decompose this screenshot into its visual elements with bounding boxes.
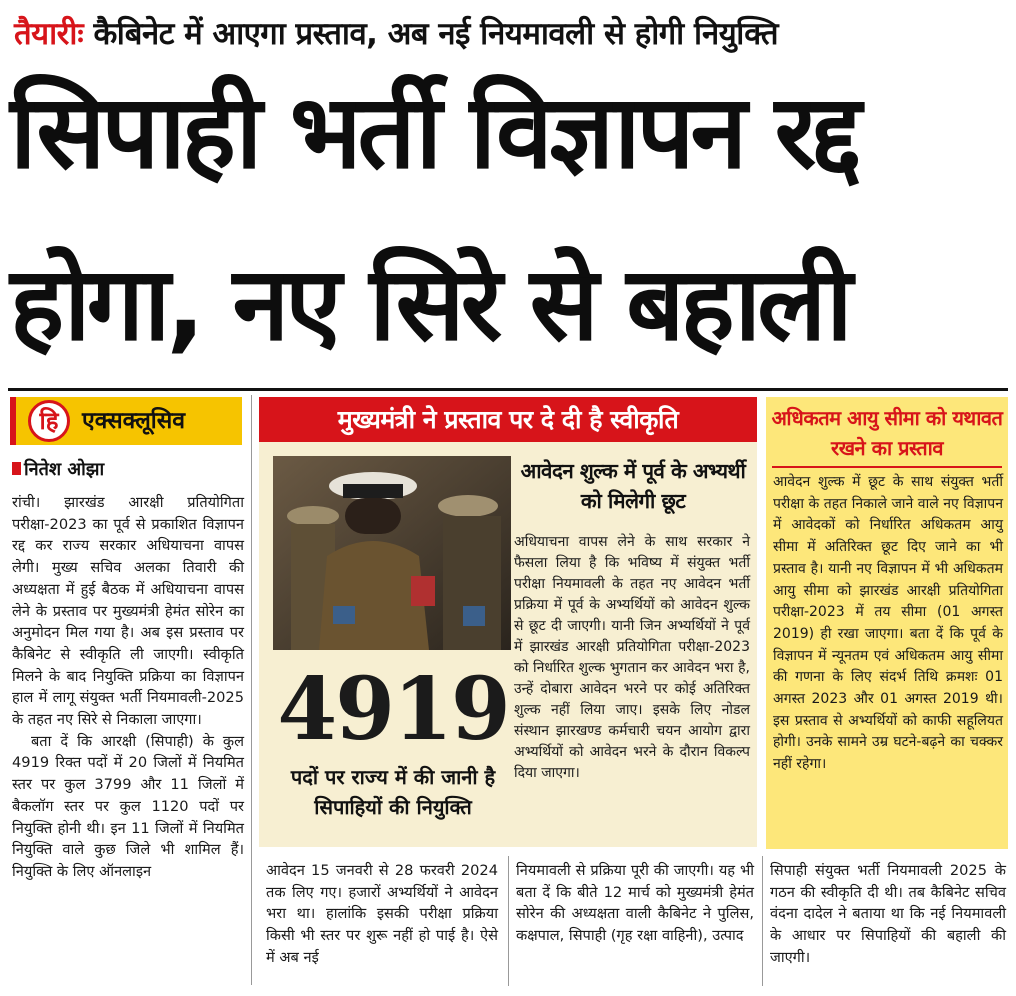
headline-line-1: सिपाही भर्ती विज्ञापन रद्द bbox=[10, 73, 858, 192]
column-divider bbox=[251, 395, 252, 985]
number-caption: पदों पर राज्य में की जानी है सिपाहियों की नियुक्ति bbox=[290, 765, 496, 819]
police-officers-image bbox=[273, 456, 511, 650]
kicker-label: तैयारीः bbox=[14, 16, 84, 52]
sidebar-divider bbox=[772, 466, 1002, 468]
bottom-column-4: सिपाही संयुक्त भर्ती नियमावली 2025 के गठन की स्वीकृति दी थी। तब कैबिनेट सचिव वंदना दादेल ने बताया था कि नई नियमावली के आधार पर सिपाहियों की बहाली की जाएगी। bbox=[770, 862, 1006, 966]
kicker-line bbox=[14, 14, 1004, 54]
byline bbox=[12, 458, 104, 482]
left-column bbox=[12, 492, 244, 883]
column-divider bbox=[762, 856, 763, 986]
sidebar-body: आवेदन शुल्क में छूट के साथ संयुक्त भर्ती परीक्षा के तहत निकाले जाने वाले नए विज्ञापन में आवेदकों को निर्धारित अधिकतम आयु सीमा में अतिरिक्त छूट दिए जाने का भी प्रस्ताव है। यानी नए विज्ञापन में भी अधिकतम आयु सीमा को झारखंड आरक्षी प्रतियोगिता परीक्षा-2023 में तय सीमा (01 अगस्त 2019) ही रखा जाएगा। बता दें कि पूर्व के विज्ञापन में न्यूनतम एवं अधिकतम आयु सीमा की गणना के लिए संदर्भ तिथि क्रमशः 01 अगस्त 2023 और 01 अगस्त 2019 थी। इस प्रस्ताव से अभ्यर्थियों को काफी सहूलियत होगी। उनके सामने उम्र घटने-बढ़ने का चक्कर नहीं रहेगा। bbox=[773, 474, 1003, 773]
exclusive-tag-bar bbox=[10, 397, 16, 445]
center-body: अधियाचना वापस लेने के साथ सरकार ने फैसला लिया है कि भविष्य में संयुक्त भर्ती परीक्षा नियमावली के तहत नए आवेदन भर्ती प्रक्रिया में पूर्व के अभ्यर्थियों को आवेदन शुल्क से छूट दी जाएगी। यानी जिन अभ्यर्थियों ने पूर्व में झारखंड आरक्षी प्रतियोगिता परीक्षा-2023 को निर्धारित शुल्क भुगतान कर आवेदन भरा है, उन्हें दोबारा आवेदन भरने पर कोई अतिरिक्त शुल्क नहीं लिया जाए। इसके लिए नोडल संस्थान झारखण्ड कर्मचारी चयन आयोग द्वारा अभ्यर्थियों को आवेदन भरने के दौरान विकल्प दिया जाएगा। bbox=[514, 534, 750, 781]
divider bbox=[8, 388, 1008, 391]
headline-line-2: होगा, नए सिरे से बहाली bbox=[10, 245, 849, 364]
left-paragraph-1: रांची। झारखंड आरक्षी प्रतियोगिता परीक्षा-2023 का पूर्व से प्रकाशित विज्ञापन रद्द कर राज्य सरकार अधियाचना वापस लेगी। मुख्य सचिव अलका तिवारी की अध्यक्षता में हुई बैठक में अधियाचना वापस लेने के प्रस्ताव पर मुख्यमंत्री हेमंत सोरेन का अनुमोदन मिल गया है। अब इस प्रस्ताव पर कैबिनेट से स्वीकृति ली जाएगी। स्वीकृति मिलने के बाद नियुक्ति प्रक्रिया का विज्ञापन हाल में लागू संयुक्त भर्ती नियमावली-2025 के तहत नए सिरे से निकाला जाएगा। bbox=[12, 494, 244, 729]
left-paragraph-2: बता दें कि आरक्षी (सिपाही) के कुल 4919 रिक्त पदों में 20 जिलों में नियमित स्तर पर कुल 3799 और 11 जिलों में बैकलॉग स्तर पर कुल 1120 पदों पर नियुक्ति होनी थी। इन 11 जिलों में नियमित नियुक्ति वाले कुछ जिले भी शामिल हैं। नियुक्ति के लिए ऑनलाइन bbox=[12, 732, 244, 880]
exclusive-label: एक्सक्लूसिव bbox=[82, 408, 186, 434]
center-subheading: आवेदन शुल्क में पूर्व के अभ्यर्थी को मिलेगी छूट bbox=[520, 459, 746, 513]
hindustan-logo-icon: हि bbox=[28, 400, 70, 442]
center-banner: मुख्यमंत्री ने प्रस्ताव पर दे दी है स्वीकृति bbox=[259, 397, 757, 442]
bottom-column-3: नियमावली से प्रक्रिया पूरी की जाएगी। यह भी बता दें कि बीते 12 मार्च को मुख्यमंत्री हेमंत सोरेन की अध्यक्षता वाली कैबिनेट ने पुलिस, कक्षपाल, सिपाही (गृह रक्षा वाहिनी), उत्पाद bbox=[516, 862, 754, 945]
big-number: 4919 bbox=[277, 659, 509, 760]
column-divider bbox=[508, 856, 509, 986]
byline-author: नितेश ओझा bbox=[24, 459, 105, 480]
police-photo bbox=[273, 456, 511, 650]
bottom-column-2: आवेदन 15 जनवरी से 28 फरवरी 2024 तक लिए गए। हजारों अभ्यर्थियों ने आवेदन भरा था। हालांकि इसकी परीक्षा प्रक्रिया किसी भी स्तर पर शुरू नहीं हो पाई है। ऐसे में अब नई bbox=[266, 862, 498, 966]
sidebar-heading: अधिकतम आयु सीमा को यथावत रखने का प्रस्ताव bbox=[771, 406, 1003, 460]
kicker-text: कैबिनेट में आएगा प्रस्ताव, अब नई नियमावली से होगी नियुक्ति bbox=[93, 16, 779, 52]
byline-square-icon bbox=[12, 462, 21, 475]
